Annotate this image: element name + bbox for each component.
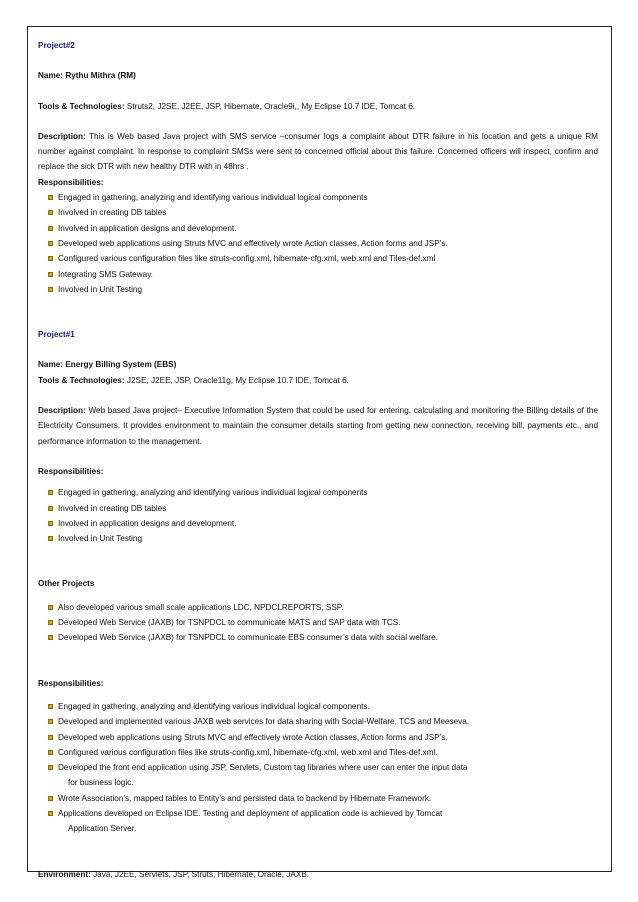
list-item: Engaged in gathering, analyzing and identifying various individual logical components <box>48 485 598 500</box>
bullet-icon <box>48 719 53 724</box>
other-resp-label: Responsibilities: <box>38 678 104 688</box>
other-responsibilities <box>38 699 598 837</box>
bullet-icon <box>48 635 53 640</box>
bullet-icon <box>48 287 53 292</box>
project2-name-label: Name: <box>38 71 64 81</box>
environment <box>38 867 598 882</box>
resume-page <box>38 38 598 882</box>
project1-desc-label: Description: <box>38 406 86 416</box>
bullet-icon <box>48 226 53 231</box>
list-item: Engaged in gathering, analyzing and identifying various individual logical components <box>48 190 598 205</box>
bullet-icon <box>48 272 53 277</box>
project2-title: Project#2 <box>38 41 75 50</box>
list-item: Developed web applications using Struts MVC and effectively wrote Action classes, Action forms and JSP’s. <box>48 730 598 745</box>
project1-desc-value: Web based Java project– Executive Information System that could be used for entering, calculating and monitoring the Billing details of the Electricity Consumers. It provides environment to maintain the consumer details starting from getting new connection, receiving bill, payments etc., and performance information to the management. <box>38 406 598 446</box>
project1-resp-label: Responsibilities: <box>38 466 104 476</box>
other-projects-list <box>38 600 598 646</box>
list-item: Involved in Unit Testing <box>48 282 598 297</box>
bullet-icon <box>48 195 53 200</box>
bullet-icon <box>48 704 53 709</box>
bullet-icon <box>48 735 53 740</box>
bullet-icon <box>48 241 53 246</box>
list-item: Also developed various small scale applications LDC, NPDCLREPORTS, SSP. <box>48 600 598 615</box>
project2-tools-label: Tools & Technologies: <box>38 101 125 111</box>
bullet-icon <box>48 620 53 625</box>
project2-description <box>38 129 598 175</box>
project2-responsibilities <box>38 190 598 297</box>
project2-tools <box>38 99 598 114</box>
project1-tools-value: J2SE, J2EE, JSP, Oracle11g, My Eclipse 10.7 IDE, Tomcat 6. <box>126 375 349 385</box>
list-item: Involved in creating DB tables <box>48 501 598 516</box>
bullet-icon <box>48 811 53 816</box>
project1-description <box>38 403 598 449</box>
list-item: Wrote Association’s, mapped tables to Entity’s and persisted data to backend by Hibernate Framework. <box>48 791 598 806</box>
project2-name <box>38 68 598 83</box>
list-item: Developed the front end application using JSP, Servlets, Custom tag libraries where user can enter the input data for business logic. <box>48 760 598 791</box>
bullet-icon <box>48 521 53 526</box>
project2-name-value: Rythu Mithra (RM) <box>65 71 136 81</box>
bullet-icon <box>48 605 53 610</box>
project1-title: Project#1 <box>38 330 75 340</box>
list-item: Integrating SMS Gateway. <box>48 267 598 282</box>
bullet-icon <box>48 210 53 215</box>
list-item-continuation: Application Server. <box>68 824 137 834</box>
list-item: Applications developed on Eclipse IDE. Testing and deployment of application code is achieved by Tomcat Application Server. <box>48 806 598 837</box>
bullet-icon <box>48 750 53 755</box>
environment-label: Environment: <box>38 869 91 879</box>
list-item: Developed Web Service (JAXB) for TSNPDCL to communicate MATS and SAP data with TCS. <box>48 615 598 630</box>
list-item: Developed and implemented various JAXB web services for data sharing with Social-Welfare, TCS and Meeseva. <box>48 714 598 729</box>
project1-responsibilities <box>38 485 598 546</box>
list-item: Configured various configuration files like struts-config.xml, hibernate-cfg.xml, web.xml and Tiles-def.xml. <box>48 745 598 760</box>
list-item: Involved in application designs and development. <box>48 516 598 531</box>
project1-name <box>38 357 598 372</box>
project2-desc-label: Description: <box>38 131 86 141</box>
bullet-icon <box>48 256 53 261</box>
list-item: Engaged in gathering, analyzing and identifying various individual logical components. <box>48 699 598 714</box>
list-item: Developed Web Service (JAXB) for TSNPDCL to communicate EBS consumer’s data with social welfare. <box>48 630 598 645</box>
bullet-icon <box>48 796 53 801</box>
bullet-icon <box>48 490 53 495</box>
bullet-icon <box>48 765 53 770</box>
list-item: Involved in Unit Testing <box>48 531 598 546</box>
bullet-icon <box>48 536 53 541</box>
project2-desc-value: This is Web based Java project with SMS service –consumer logs a complaint about DTR failure in his location and gets a unique RM number against complaint. In response to complaint SMSs were sent to concerned official about this failure. Concerned officers will inspect, confirm and replace the sick DTR with new healthy DTR with in 48hrs . <box>38 131 598 172</box>
list-item: Involved in application designs and development. <box>48 221 598 236</box>
list-item: Developed web applications using Struts MVC and effectively wrote Action classes, Action forms and JSP’s. <box>48 236 598 251</box>
list-item: Configured various configuration files like struts-config.xml, hibernate-cfg.xml, web.xml and Tiles-def.xml <box>48 251 598 266</box>
list-item: Involved in creating DB tables <box>48 205 598 220</box>
project1-name-value: Energy Billing System (EBS) <box>65 360 177 370</box>
bullet-icon <box>48 506 53 511</box>
project2-tools-value: Struts2, J2SE, J2EE, JSP, Hibernate, Oracle9i,, My Eclipse 10.7 IDE, Tomcat 6. <box>126 101 416 111</box>
project1-tools <box>38 373 598 388</box>
other-projects-title: Other Projects <box>38 579 95 589</box>
project1-tools-label: Tools & Technologies: <box>38 375 125 385</box>
project2-resp-label: Responsibilities: <box>38 177 104 187</box>
environment-value: Java, J2EE, Servlets, JSP, Struts, Hibernate, Oracle, JAXB. <box>93 869 310 879</box>
project1-name-label: Name: <box>38 360 64 370</box>
list-item-continuation: for business logic. <box>68 778 134 788</box>
